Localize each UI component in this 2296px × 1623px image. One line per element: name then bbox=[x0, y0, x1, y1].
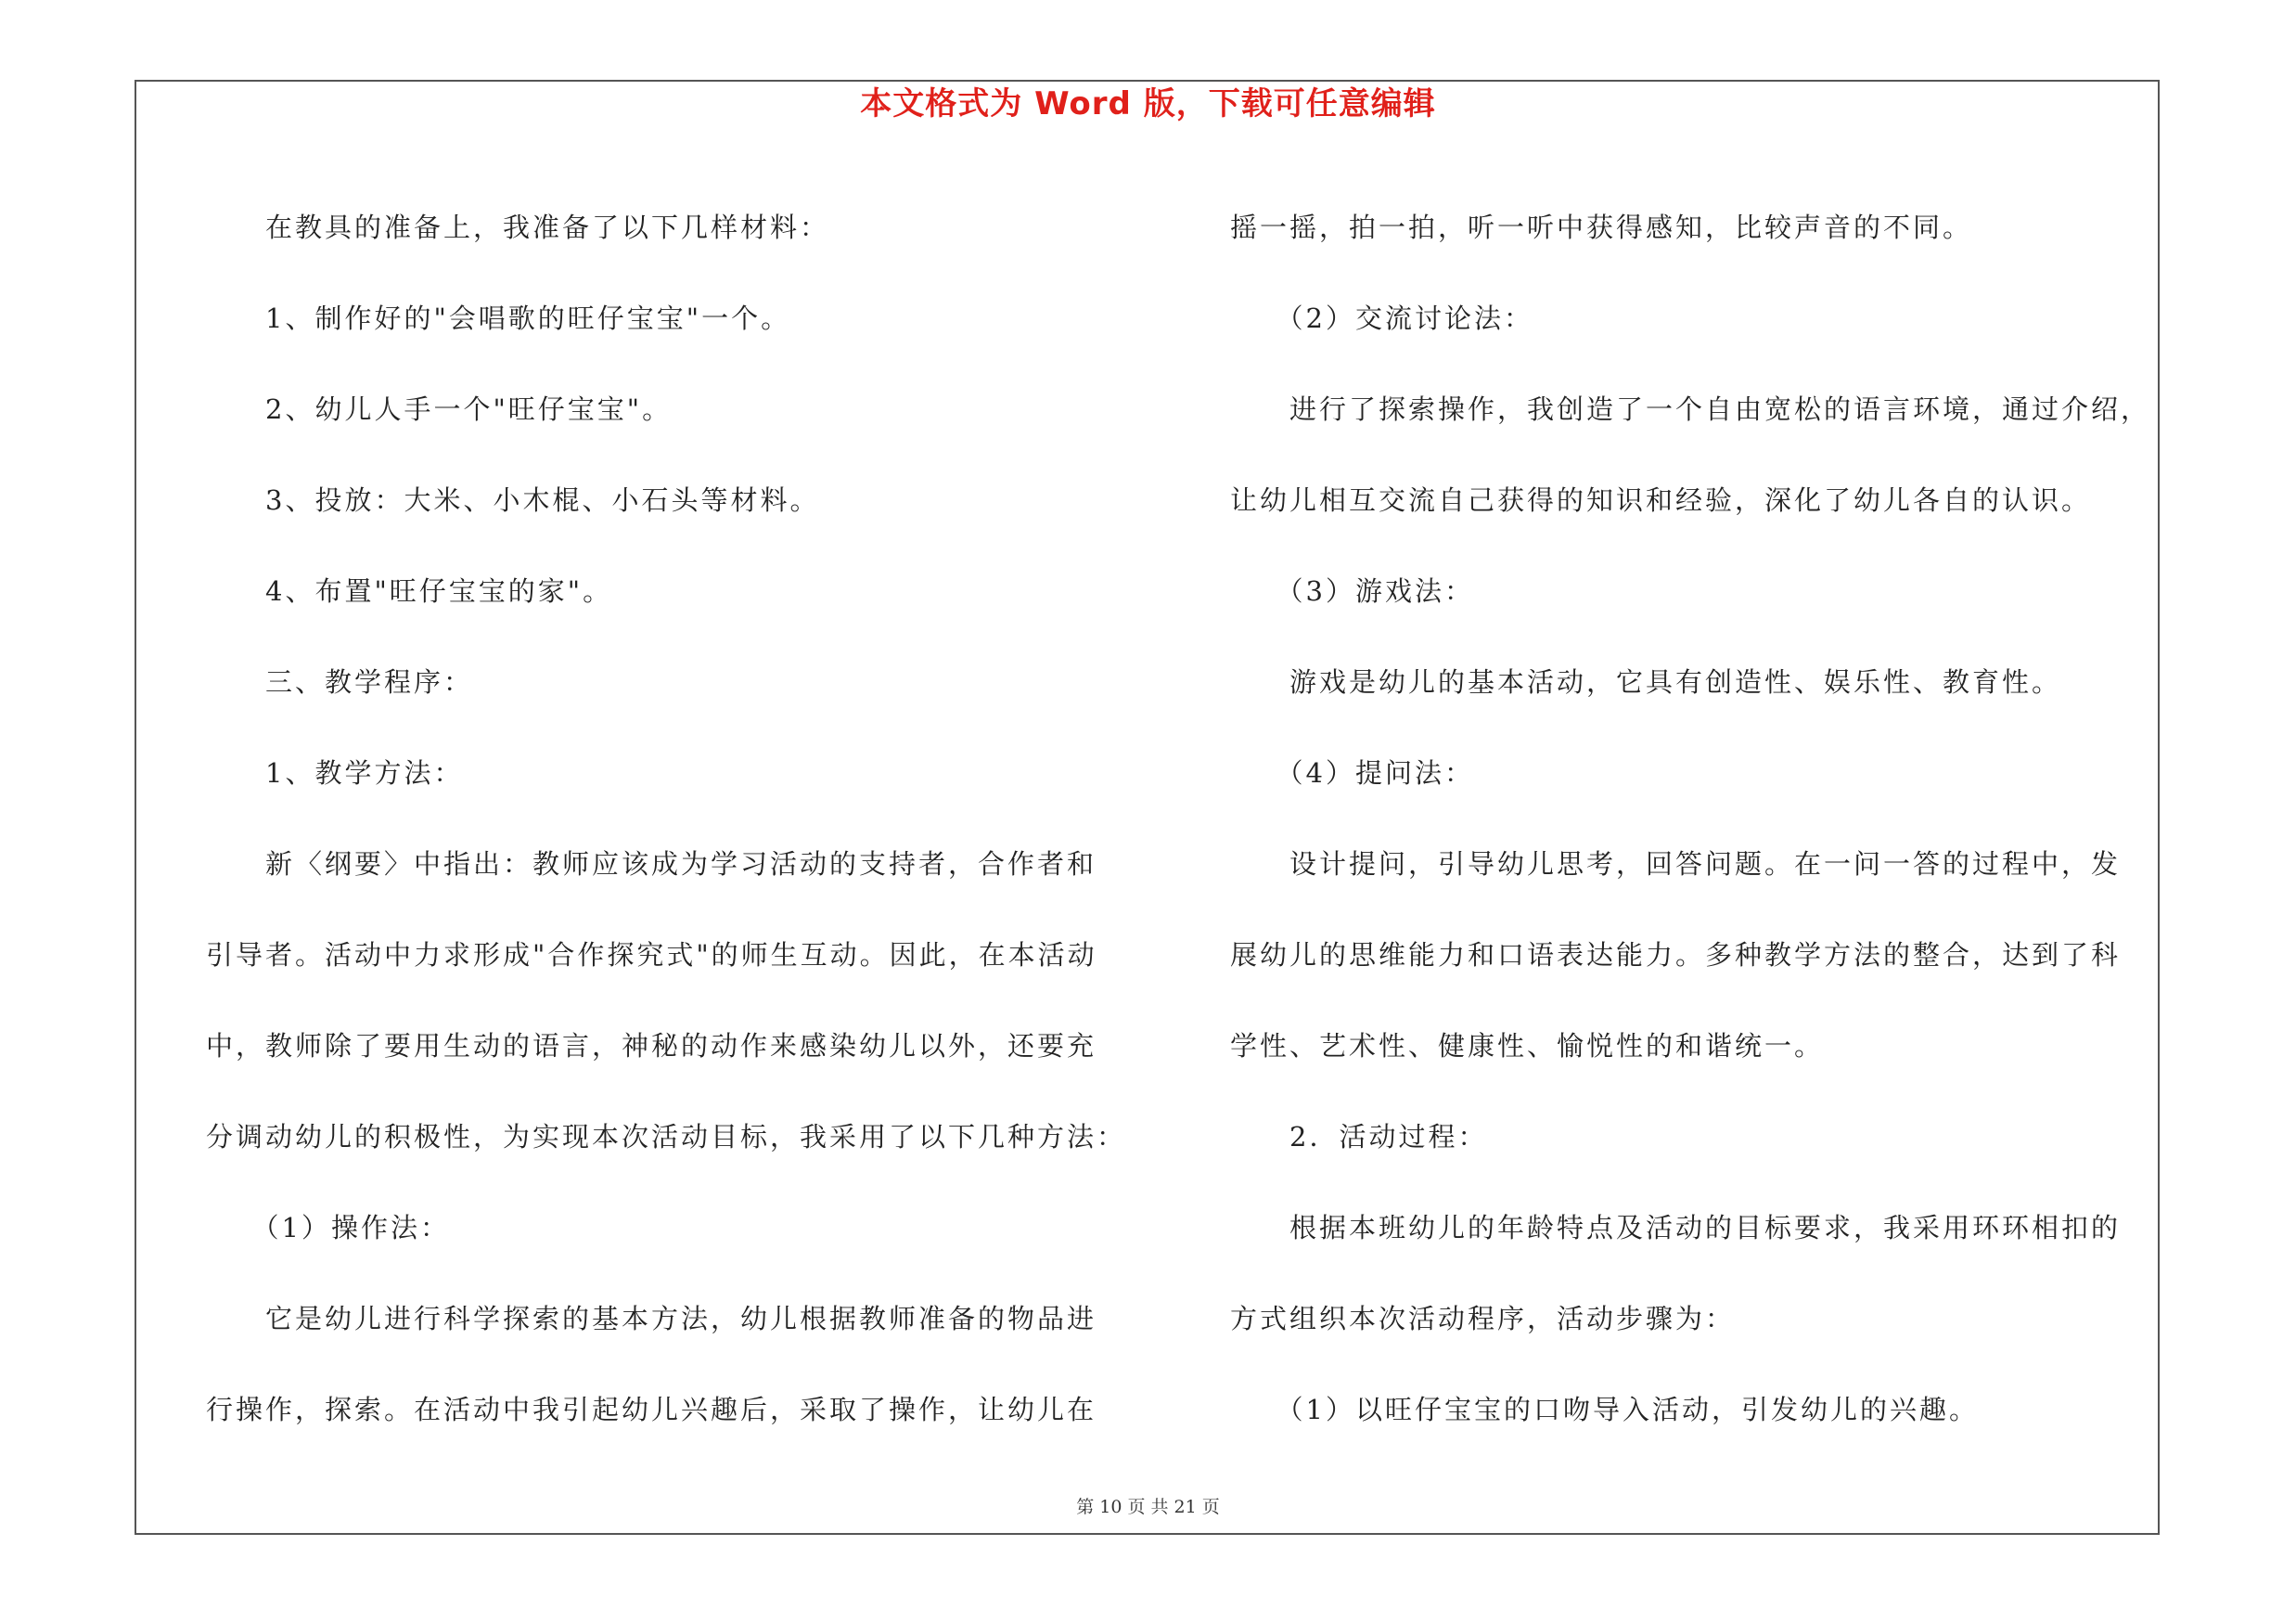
subsection-heading: （3）游戏法： bbox=[1230, 575, 1474, 607]
paragraph-line: 游戏是幼儿的基本活动，它具有创造性、娱乐性、教育性。 bbox=[1230, 666, 2062, 698]
paragraph-line: 1、制作好的"会唱歌的旺仔宝宝"一个。 bbox=[206, 303, 791, 334]
paragraph-line: 它是幼儿进行科学探索的基本方法，幼儿根据教师准备的物品进 bbox=[206, 1303, 1097, 1334]
paragraph-line: 3、投放：大米、小木棍、小石头等材料。 bbox=[206, 484, 820, 516]
left-column bbox=[206, 182, 1127, 1455]
paragraph-line: 设计提问，引导幼儿思考，回答问题。在一问一答的过程中，发 bbox=[1230, 848, 2122, 880]
subsection-heading: 2．活动过程： bbox=[1230, 1121, 1488, 1153]
paragraph-line: 新〈纲要〉中指出：教师应该成为学习活动的支持者，合作者和 bbox=[206, 848, 1097, 880]
paragraph-line: （1）以旺仔宝宝的口吻导入活动，引发幼儿的兴趣。 bbox=[1230, 1394, 1979, 1425]
paragraph-line: 根据本班幼儿的年龄特点及活动的目标要求，我采用环环相扣的 bbox=[1230, 1212, 2122, 1243]
subsection-heading: （1）操作法： bbox=[206, 1212, 450, 1243]
page-number: 第 10 页 共 21 页 bbox=[1076, 1497, 1220, 1517]
subsection-heading: 1、教学方法： bbox=[206, 757, 464, 789]
paragraph-line: 摇一摇，拍一拍，听一听中获得感知，比较声音的不同。 bbox=[1230, 212, 1973, 243]
paragraph-line: 在教具的准备上，我准备了以下几样材料： bbox=[206, 212, 830, 243]
paragraph-line: 分调动幼儿的积极性，为实现本次活动目标，我采用了以下几种方法： bbox=[206, 1121, 1127, 1153]
format-banner: 本文格式为 Word 版，下载可任意编辑 bbox=[860, 85, 1436, 122]
subsection-heading: （2）交流讨论法： bbox=[1230, 303, 1533, 334]
paragraph-line: 方式组织本次活动程序，活动步骤为： bbox=[1230, 1303, 1736, 1334]
paragraph-line: 进行了探索操作，我创造了一个自由宽松的语言环境，通过介绍， bbox=[1230, 393, 2151, 425]
paragraph-line: 学性、艺术性、健康性、愉悦性的和谐统一。 bbox=[1230, 1030, 1825, 1062]
right-column bbox=[1230, 182, 2151, 1455]
paragraph-line: 4、布置"旺仔宝宝的家"。 bbox=[206, 575, 613, 607]
paragraph-line: 展幼儿的思维能力和口语表达能力。多种教学方法的整合，达到了科 bbox=[1230, 939, 2122, 971]
paragraph-line: 中，教师除了要用生动的语言，神秘的动作来感染幼儿以外，还要充 bbox=[206, 1030, 1097, 1062]
paragraph-line: 引导者。活动中力求形成"合作探究式"的师生互动。因此，在本活动 bbox=[206, 939, 1097, 971]
paragraph-line: 让幼儿相互交流自己获得的知识和经验，深化了幼儿各自的认识。 bbox=[1230, 484, 2092, 516]
section-heading: 三、教学程序： bbox=[206, 666, 474, 698]
paragraph-line: 2、幼儿人手一个"旺仔宝宝"。 bbox=[206, 393, 673, 425]
subsection-heading: （4）提问法： bbox=[1230, 757, 1474, 789]
paragraph-line: 行操作，探索。在活动中我引起幼儿兴趣后，采取了操作，让幼儿在 bbox=[206, 1394, 1097, 1425]
